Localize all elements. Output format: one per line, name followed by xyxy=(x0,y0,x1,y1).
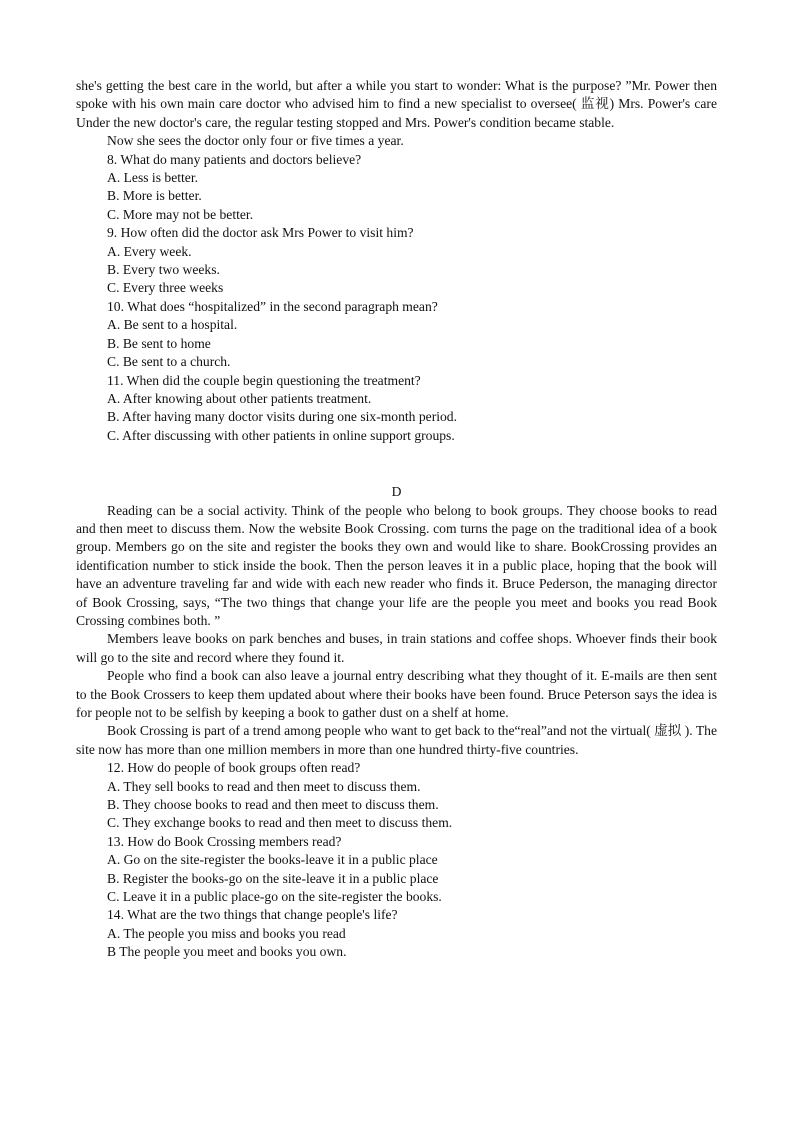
question-12-option-b: B. They choose books to read and then meet to discuss them. xyxy=(107,797,439,813)
question-13-option-b: B. Register the books-go on the site-leave it in a public place xyxy=(107,870,439,886)
question-10-stem: 10. What does “hospitalized” in the second paragraph mean? xyxy=(107,298,438,314)
question-13-option-c: C. Leave it in a public place-go on the site-register the books. xyxy=(107,889,442,905)
question-10-option-b: B. Be sent to home xyxy=(107,335,211,351)
passage-c-continuation: she's getting the best care in the world, but after a while you start to wonder: What is the purpose? ”Mr. Power then spoke with his own main care doctor who advised him to find a new specialist to oversee( 监视) Mrs. Power's care Under the new doctor's care, the regular testing stopped and Mrs. Power's condition became stable. xyxy=(76,78,717,130)
passage-d-paragraph-2: Members leave books on park benches and buses, in train stations and coffee shops. Whoever finds their book will go to the site and record where they found it. xyxy=(76,631,717,665)
question-8-stem: 8. What do many patients and doctors believe? xyxy=(107,151,362,167)
section-d-heading: D xyxy=(391,484,402,500)
question-14-stem: 14. What are the two things that change people's life? xyxy=(107,907,398,923)
section-spacer xyxy=(76,445,717,483)
question-11-option-a: A. After knowing about other patients treatment. xyxy=(107,390,372,406)
question-10-option-c: C. Be sent to a church. xyxy=(107,354,231,370)
question-9-option-c: C. Every three weeks xyxy=(107,280,224,296)
question-8-option-c: C. More may not be better. xyxy=(107,206,254,222)
question-11-stem: 11. When did the couple begin questioning the treatment? xyxy=(107,372,421,388)
question-12-option-c: C. They exchange books to read and then meet to discuss them. xyxy=(107,815,453,831)
question-9-option-a: A. Every week. xyxy=(107,243,192,259)
question-10-option-a: A. Be sent to a hospital. xyxy=(107,317,238,333)
question-11-option-b: B. After having many doctor visits during one six-month period. xyxy=(107,409,457,425)
question-8-option-a: A. Less is better. xyxy=(107,170,198,186)
question-13-option-a: A. Go on the site-register the books-leave it in a public place xyxy=(107,852,438,868)
passage-c-closing: Now she sees the doctor only four or five times a year. xyxy=(107,133,404,149)
question-9-option-b: B. Every two weeks. xyxy=(107,262,220,278)
question-12-stem: 12. How do people of book groups often read? xyxy=(107,760,361,776)
question-13-stem: 13. How do Book Crossing members read? xyxy=(107,833,342,849)
question-9-stem: 9. How often did the doctor ask Mrs Power to visit him? xyxy=(107,225,414,241)
passage-d-paragraph-3: People who find a book can also leave a journal entry describing what they thought of it. E-mails are then sent to the Book Crossers to keep them updated about where their books have been found. Bruce Peterson says the idea is for people not to be selfish by keeping a book to gather dust on a shelf at home. xyxy=(76,668,717,720)
question-8-option-b: B. More is better. xyxy=(107,188,202,204)
passage-d-paragraph-4: Book Crossing is part of a trend among people who want to get back to the“real”and not the virtual( 虚拟 ). The site now has more than one million members in more than one hundred thirty-five countries. xyxy=(76,723,717,757)
passage-d-paragraph-1: Reading can be a social activity. Think of the people who belong to book groups. They choose books to read and then meet to discuss them. Now the website Book Crossing. com turns the page on the traditional idea of a book group. Members go on the site and register the books they own and would like to share. BookCrossing provides an identification number to stick inside the book. Then the person leaves it in a public place, hoping that the book will have an adventure traveling far and wide with each new reader who finds it. Bruce Pederson, the managing director of Book Crossing, says, “The two things that change your life are the people you meet and books you read Book Crossing combines both. ” xyxy=(76,502,717,628)
question-14-option-a: A. The people you miss and books you read xyxy=(107,925,346,941)
question-14-option-b: B The people you meet and books you own. xyxy=(107,944,347,960)
document-page xyxy=(76,77,717,962)
question-11-option-c: C. After discussing with other patients in online support groups. xyxy=(107,427,455,443)
question-12-option-a: A. They sell books to read and then meet to discuss them. xyxy=(107,778,421,794)
